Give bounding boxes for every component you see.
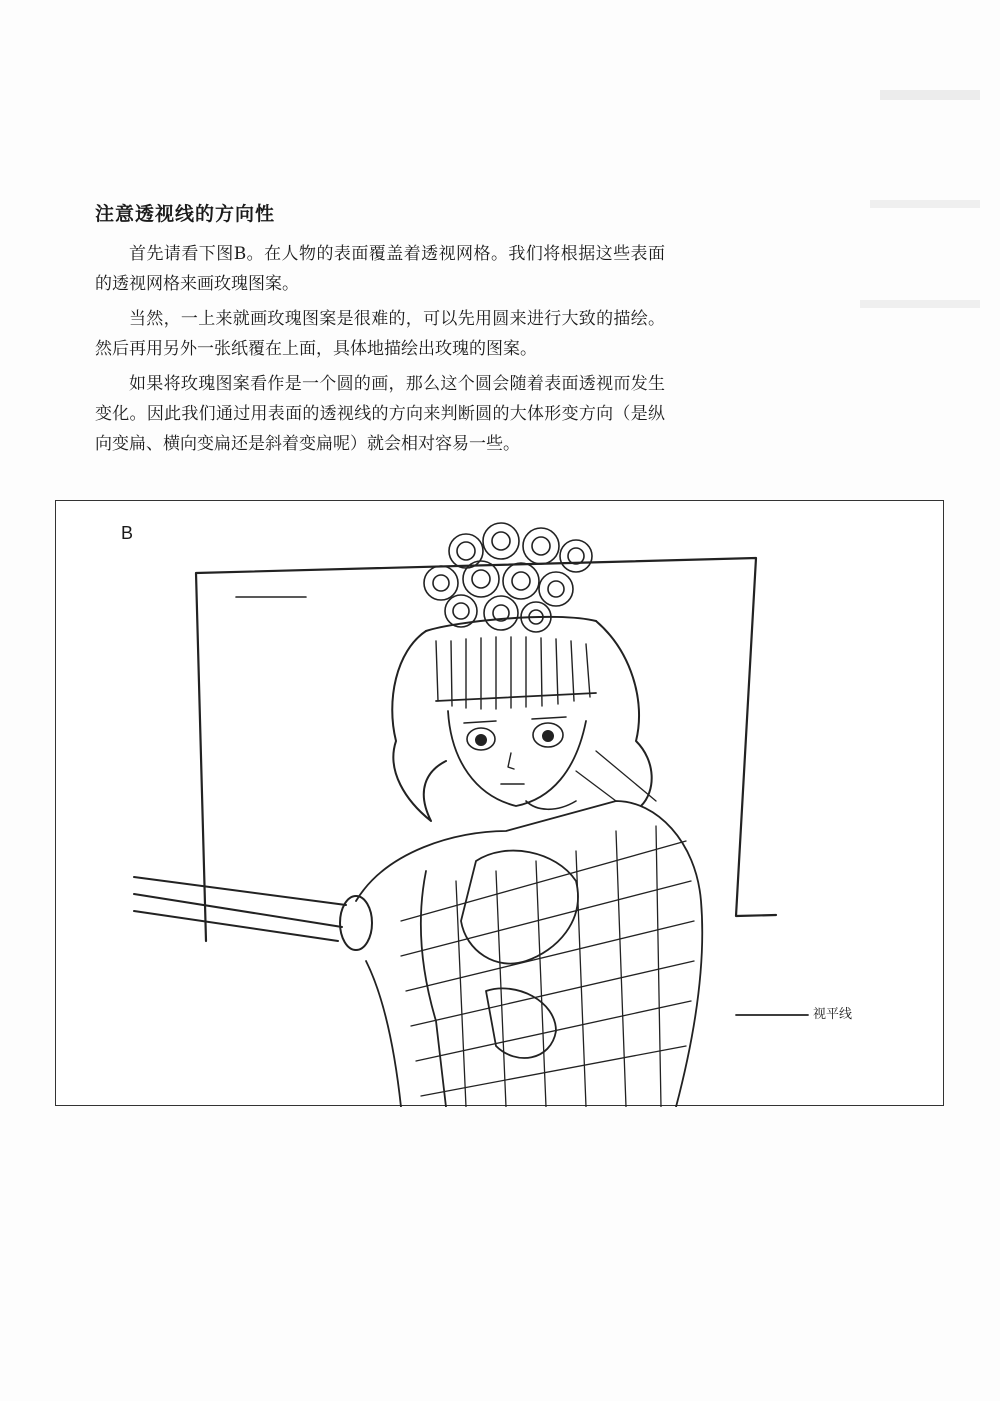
paragraph-2: 当然，一上来就画玫瑰图案是很难的，可以先用圆来进行大致的描绘。然后再用另外一张纸覆在上面，具体地描绘出玫瑰的图案。 — [95, 309, 665, 359]
paragraph-1: 首先请看下图B。在人物的表面覆盖着透视网格。我们将根据这些表面的透视网格来画玫瑰图案。 — [95, 244, 665, 294]
horizon-line-label: 视平线 — [813, 1007, 853, 1022]
character-head — [392, 617, 651, 821]
figure-illustration — [56, 501, 945, 1107]
figure-b — [55, 500, 944, 1106]
figure-label: B — [121, 523, 134, 543]
body-text — [95, 239, 665, 464]
paragraph-3: 如果将玫瑰图案看作是一个圆的画，那么这个圆会随着表面透视而发生变化。因此我们通过用表面的透视线的方向来判断圆的大体形变方向（是纵向变扁、横向变扁还是斜着变扁呢）就会相对容易一些。 — [95, 374, 665, 454]
staff — [134, 877, 372, 950]
bleed-through-mark — [870, 200, 980, 208]
perspective-grid — [401, 751, 694, 1107]
bleed-through-mark — [860, 300, 980, 308]
bleed-through-mark — [880, 90, 980, 100]
rose-ornament — [424, 523, 592, 632]
section-heading: 注意透视线的方向性 — [95, 203, 276, 225]
